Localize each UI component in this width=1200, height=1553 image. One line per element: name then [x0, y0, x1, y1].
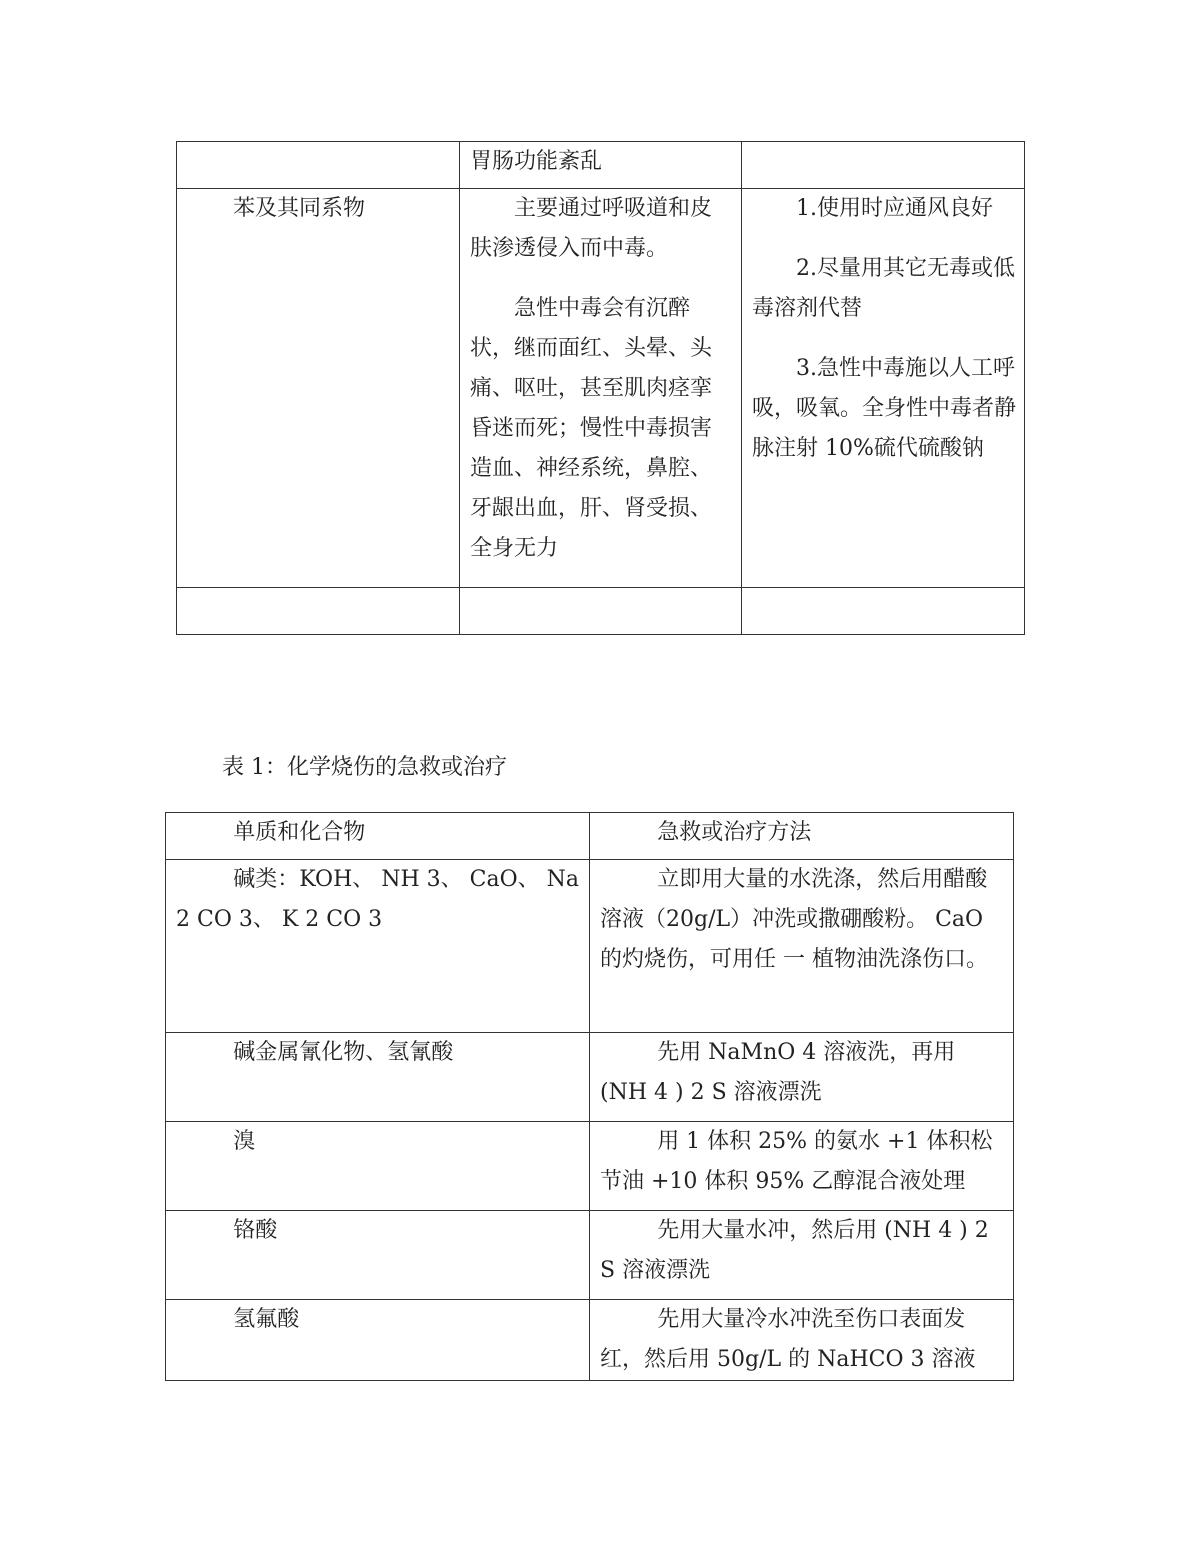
symptoms-paragraph: 急性中毒会有沉醉状，继而面红、头晕、头痛、呕吐，甚至肌肉痉挛昏迷而死；慢性中毒损害造血、神经系统，鼻腔、牙龈出血，肝、肾受损、全身无力	[470, 296, 713, 561]
symptoms-paragraph: 主要通过呼吸道和皮肤渗透侵入而中毒。	[470, 196, 713, 261]
treatment-cell	[742, 189, 1025, 588]
table-row	[177, 588, 1025, 635]
table-header-row	[166, 813, 1014, 860]
substance-cell: 溴	[166, 1122, 590, 1211]
method-cell: 先用 NaMnO 4 溶液洗，再用 (NH 4 ) 2 S 溶液漂洗	[590, 1033, 1014, 1122]
treatment-paragraph: 3.急性中毒施以人工呼吸，吸氧。全身性中毒者静脉注射 10%硫代硫酸钠	[752, 356, 1017, 461]
table-row	[166, 1300, 1014, 1381]
substance-cell: 碱类：KOH、 NH 3、 CaO、 Na 2 CO 3、 K 2 CO 3	[166, 860, 590, 1033]
substance-cell	[177, 588, 460, 635]
symptoms-cell	[460, 142, 742, 189]
treatment-cell	[742, 142, 1025, 189]
symptoms-paragraph: 胃肠功能紊乱	[470, 149, 603, 174]
substance-cell	[177, 142, 460, 189]
method-cell: 先用大量冷水冲洗至伤口表面发红，然后用 50g/L 的 NaHCO 3 溶液	[590, 1300, 1014, 1381]
substance-cell: 氢氟酸	[166, 1300, 590, 1381]
substance-cell: 铬酸	[166, 1211, 590, 1300]
treatment-paragraph: 1.使用时应通风良好	[796, 196, 993, 221]
symptoms-cell	[460, 189, 742, 588]
substance-cell: 苯及其同系物	[177, 189, 460, 588]
table-row	[166, 1211, 1014, 1300]
symptoms-cell	[460, 588, 742, 635]
header-substance: 单质和化合物	[166, 813, 590, 860]
method-cell: 立即用大量的水洗涤，然后用醋酸溶液（20g/L）冲洗或撒硼酸粉。 CaO 的灼烧伤，可用任 一 植物油洗涤伤口。	[590, 860, 1014, 1033]
method-cell: 先用大量水冲，然后用 (NH 4 ) 2 S 溶液漂洗	[590, 1211, 1014, 1300]
treatment-cell	[742, 588, 1025, 635]
table-row	[166, 1122, 1014, 1211]
table-caption: 表 1：化学烧伤的急救或治疗	[222, 755, 507, 780]
table-row	[166, 1033, 1014, 1122]
header-method: 急救或治疗方法	[590, 813, 1014, 860]
chemical-burn-table	[165, 812, 1014, 1381]
toxicity-table	[176, 141, 1025, 635]
substance-cell: 碱金属氰化物、氢氰酸	[166, 1033, 590, 1122]
table-row	[177, 189, 1025, 588]
method-cell: 用 1 体积 25% 的氨水 +1 体积松节油 +10 体积 95% 乙醇混合液处理	[590, 1122, 1014, 1211]
table-row	[166, 860, 1014, 1033]
table-row	[177, 142, 1025, 189]
treatment-paragraph: 2.尽量用其它无毒或低毒溶剂代替	[752, 256, 1015, 321]
